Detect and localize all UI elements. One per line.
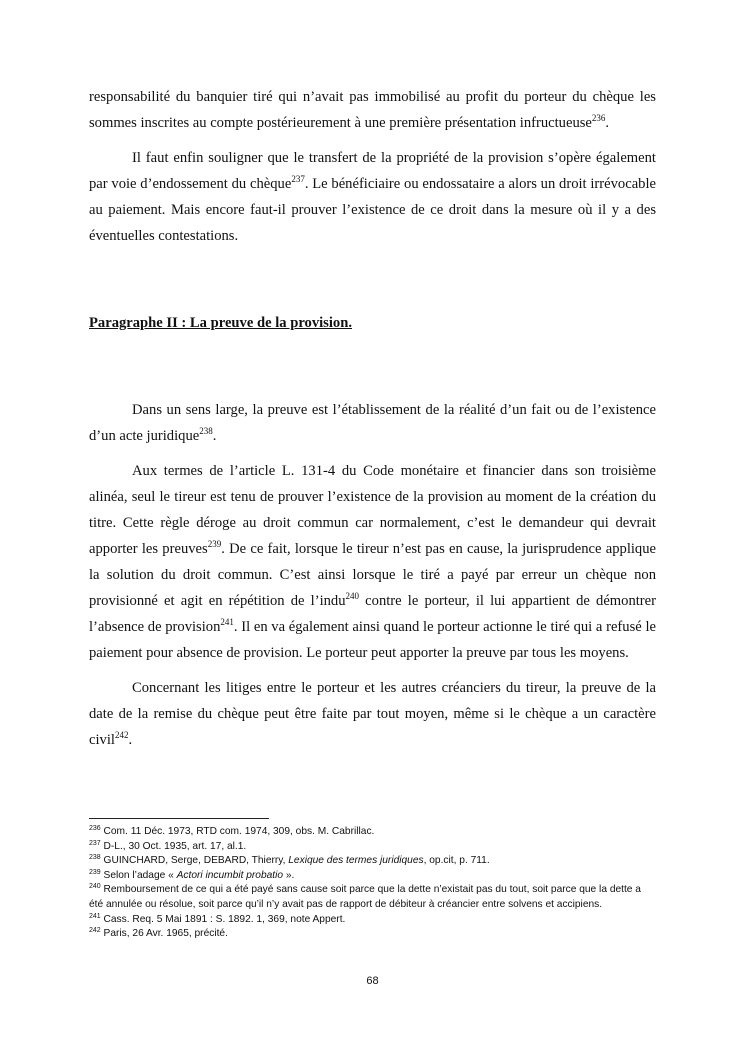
footnote-text: Selon l’adage « [103, 869, 177, 881]
footnotes [89, 825, 656, 942]
footnote-text: Paris, 26 Avr. 1965, précité. [103, 928, 228, 940]
footnote-number: 239 [89, 868, 101, 876]
footnote-ref-240[interactable]: 240 [345, 591, 360, 601]
footnote-number: 242 [89, 927, 101, 935]
page-number: 68 [366, 975, 379, 987]
paragraph-5-tail: . [128, 732, 133, 748]
footnote-ref-237[interactable]: 237 [291, 174, 305, 184]
paragraph-4-text-a: Aux termes de l’article L. 131-4 du Code monétaire et financier dans son troisième alinéa, seul le tireur est tenu de prouver l’existence de la provision au moment de la création du titre. Cette règle déroge au droit commun car normalement, c’est le demandeur qui devrait apporter les preuves [89, 463, 656, 557]
footnote-text: Remboursement de ce qui a été payé sans cause soit parce que la dette n’existait pas du tout, soit parce que la dette a été annulée ou résolue, soit parce qu’il n’y avait pas de rapport de débiteur à créancier entre solvens et accipiens. [89, 884, 641, 910]
footnote-241 [89, 913, 656, 928]
footnote-238 [89, 854, 656, 869]
footnote-237 [89, 840, 656, 855]
footnote-number: 236 [89, 825, 101, 832]
paragraph-2-text-a: Il faut enfin souligner que le transfert de la propriété de la provision s’opère également par voie d’endossement du chèque [89, 150, 656, 192]
footnote-separator [89, 818, 269, 819]
footnote-text: Cass. Req. 5 Mai 1891 : S. 1892. 1, 369, note Appert. [103, 913, 346, 925]
footnote-ref-241[interactable]: 241 [220, 617, 234, 627]
footnote-book-title: Lexique des termes juridiques [288, 855, 424, 867]
paragraph-1 [89, 84, 656, 136]
footnote-latin-maxim: Actori incumbit probatio [176, 869, 284, 881]
page-body [89, 84, 656, 753]
footnote-ref-239[interactable]: 239 [207, 539, 222, 549]
footnote-242 [89, 927, 656, 942]
paragraph-1-tail: . [605, 115, 610, 131]
paragraph-1-text: responsabilité du banquier tiré qui n’avait pas immobilisé au profit du porteur du chèque les sommes inscrites au compte postérieurement à une première présentation infructueuse [89, 89, 656, 131]
footnote-text: D-L., 30 Oct. 1935, art. 17, al.1. [103, 840, 247, 852]
footnote-ref-236[interactable]: 236 [591, 113, 606, 123]
section-heading: Paragraphe II : La preuve de la provision. [89, 315, 352, 331]
paragraph-5-text: Concernant les litiges entre le porteur et les autres créanciers du tireur, la preuve de la date de la remise du chèque peut être faite par tout moyen, même si le chèque a un caractère civil [89, 680, 656, 748]
footnote-ref-242[interactable]: 242 [114, 730, 129, 740]
paragraph-4-text-d: . Il en va également ainsi quand le porteur actionne le tiré qui a refusé le paiement pour absence de provision. Le porteur peut apporter la preuve par tous les moyens. [89, 619, 656, 661]
paragraph-3 [89, 397, 656, 449]
footnote-number: 237 [89, 839, 101, 847]
paragraph-3-tail: . [212, 428, 217, 444]
footnote-number: 241 [89, 912, 101, 920]
footnote-text: GUINCHARD, Serge, DEBARD, Thierry, [103, 855, 289, 867]
paragraph-4-text-b: . De ce fait, lorsque le tireur n’est pas en cause, la jurisprudence applique la solution du droit commun. C’est ainsi lorsque le tiré a payé par erreur un chèque non provisionné et agit en répétition de l’indu [89, 541, 656, 609]
footnote-236 [89, 825, 656, 840]
paragraph-3-text: Dans un sens large, la preuve est l’établissement de la réalité d’un fait ou de l’existence d’un acte juridique [89, 402, 656, 444]
footnote-number: 238 [89, 854, 101, 862]
paragraph-5 [89, 675, 656, 753]
paragraph-4-text-c: contre le porteur, il lui appartient de démontrer l’absence de provision [89, 593, 657, 635]
footnote-number: 240 [89, 883, 101, 891]
footnote-240 [89, 883, 656, 912]
paragraph-2 [89, 145, 656, 249]
footnote-ref-238[interactable]: 238 [199, 426, 213, 436]
footnote-text: , op.cit, p. 711. [423, 855, 490, 867]
paragraph-2-text-b: . Le bénéficiaire ou endossataire a alors un droit irrévocable au paiement. Mais encore faut-il prouver l’existence de ce droit dans la mesure où il y a des éventuelles contestations. [89, 176, 657, 244]
footnote-text: ». [283, 869, 295, 881]
paragraph-4 [89, 458, 656, 666]
footnote-text: Com. 11 Déc. 1973, RTD com. 1974, 309, obs. M. Cabrillac. [103, 826, 375, 837]
footnote-239 [89, 869, 656, 884]
